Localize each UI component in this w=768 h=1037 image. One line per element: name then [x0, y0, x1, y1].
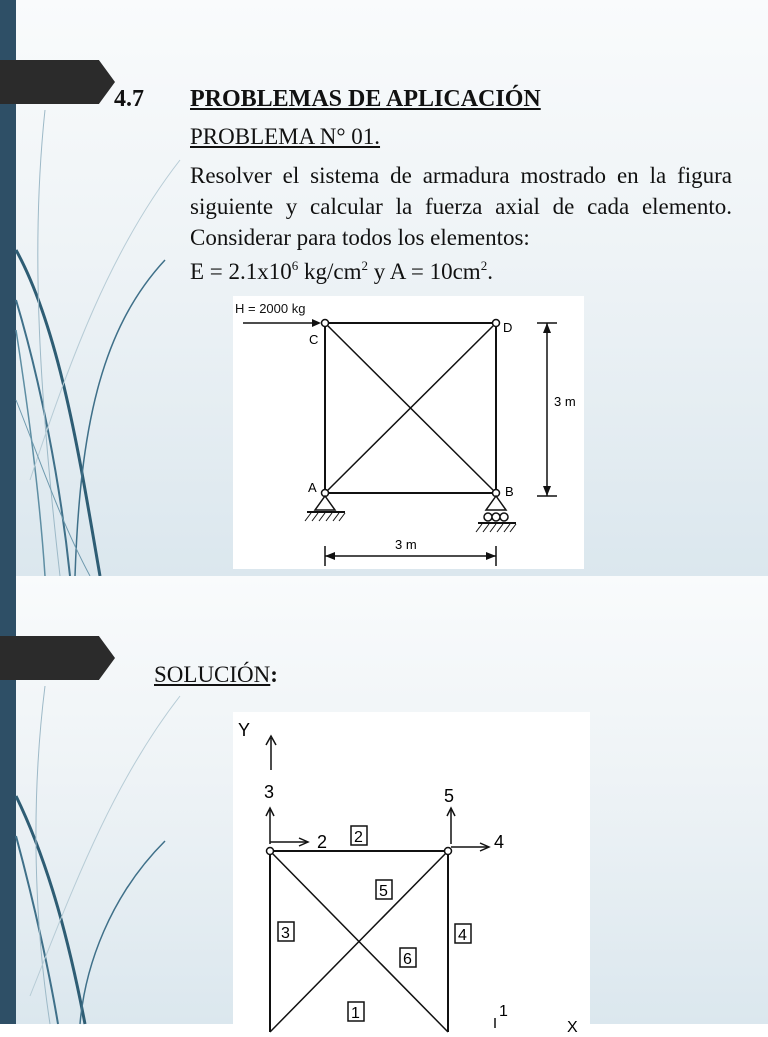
- dof-4-label: 4: [494, 832, 505, 852]
- solution-label: SOLUCIÓN:: [154, 662, 278, 687]
- node-a-label: A: [308, 480, 317, 495]
- dof-1-label: 1: [499, 1003, 508, 1020]
- element-6-label: 6: [403, 951, 412, 968]
- section-tab-marker: [0, 60, 115, 104]
- height-dimension-label: 3 m: [554, 394, 576, 409]
- truss-dof-figure: [233, 712, 590, 1036]
- section-title: PROBLEMAS DE APLICACIÓN: [190, 86, 541, 112]
- problem-statement: Resolver el sistema de armadura mostrado en la figura siguiente y calcular la fuerza axial de cada elemento. Considerar para todos los elementos:: [190, 163, 732, 250]
- element-5-label: 5: [379, 883, 388, 900]
- element-3-label: 3: [281, 925, 290, 942]
- dof-3-label: 3: [264, 782, 275, 802]
- element-4-label: 4: [458, 927, 467, 944]
- node-b-label: B: [505, 484, 514, 499]
- section-tab-marker: [0, 636, 115, 680]
- dof-5-label: 5: [444, 786, 455, 806]
- element-2-label: 2: [354, 829, 363, 846]
- element-1-label: 1: [351, 1005, 360, 1022]
- x-axis-label: X: [567, 1019, 578, 1036]
- y-axis-label: Y: [238, 720, 251, 740]
- section-number: 4.7: [114, 86, 144, 112]
- problem-label: PROBLEMA N° 01.: [190, 124, 381, 149]
- slide-2: [0, 576, 768, 1036]
- node-d-label: D: [503, 320, 513, 335]
- material-formula: $E = 2.1x10^6$ $kg/cm^2$ y $A = 10cm^2$.: [190, 258, 493, 284]
- node-c-label: C: [309, 332, 319, 347]
- load-label: H = 2000 kg: [235, 301, 306, 316]
- dof-2-label: 2: [317, 832, 328, 852]
- width-dimension-label: 3 m: [395, 537, 417, 552]
- truss-figure: [233, 296, 584, 569]
